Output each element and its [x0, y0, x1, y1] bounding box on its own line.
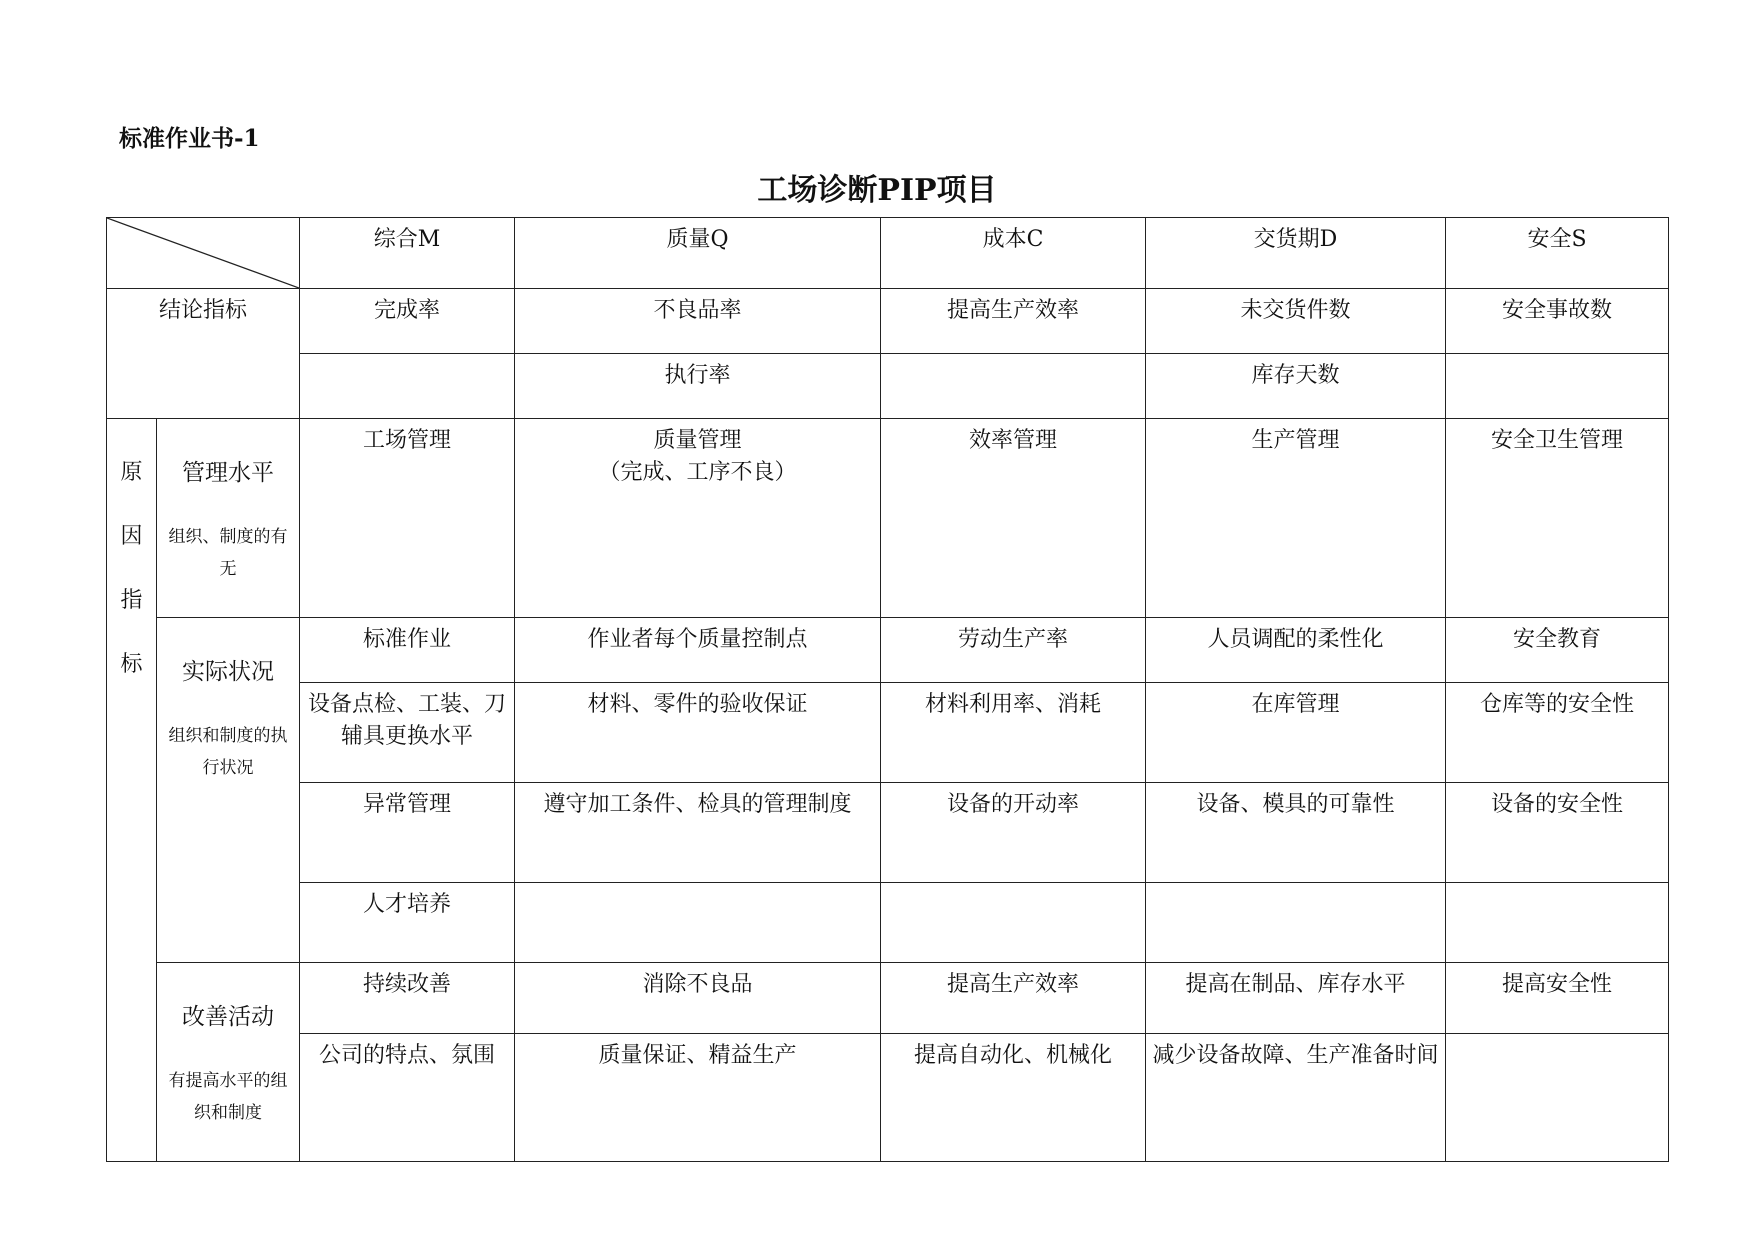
group-label-management: [157, 419, 300, 618]
table-cell: 异常管理: [300, 783, 515, 883]
group-subtitle: 有提高水平的组织和制度: [168, 1071, 288, 1123]
table-cell: 遵守加工条件、检具的管理制度: [515, 783, 881, 883]
table-cell: 提高在制品、库存水平: [1146, 963, 1446, 1034]
group-label-actual-status: [157, 618, 300, 963]
table-cell: 提高生产效率: [881, 289, 1146, 354]
group-title: 管理水平: [182, 460, 274, 486]
table-cell: [1446, 1034, 1669, 1162]
table-row: [107, 883, 1669, 963]
table-cell: 减少设备故障、生产准备时间: [1146, 1034, 1446, 1162]
column-header-q: 质量Q: [515, 218, 881, 289]
table-row: [107, 618, 1669, 683]
diagonal-line: [107, 218, 299, 288]
table-header-row: [107, 218, 1669, 289]
table-cell: 安全教育: [1446, 618, 1669, 683]
table-cell: 提高自动化、机械化: [881, 1034, 1146, 1162]
pip-table: [106, 217, 1669, 1162]
table-cell: 材料利用率、消耗: [881, 683, 1146, 783]
table-cell: 效率管理: [881, 419, 1146, 618]
table-row: [107, 963, 1669, 1034]
table-cell: 标准作业: [300, 618, 515, 683]
table-cell: 工场管理: [300, 419, 515, 618]
table-row: [107, 1034, 1669, 1162]
table-cell: 生产管理: [1146, 419, 1446, 618]
table-cell: 安全事故数: [1446, 289, 1669, 354]
table-cell: 执行率: [515, 354, 881, 419]
diagonal-corner-cell: [107, 218, 300, 289]
group-subtitle: 组织和制度的执行状况: [168, 726, 288, 778]
table-cell: [300, 354, 515, 419]
table-row: [107, 419, 1669, 618]
conclusion-label: 结论指标: [107, 289, 300, 419]
cause-indicator-label: [107, 419, 157, 1162]
table-cell: 仓库等的安全性: [1446, 683, 1669, 783]
table-cell: 材料、零件的验收保证: [515, 683, 881, 783]
table-cell: 安全卫生管理: [1446, 419, 1669, 618]
table-cell: 在库管理: [1146, 683, 1446, 783]
cause-label-char: 原: [120, 460, 143, 485]
table-cell: [1446, 354, 1669, 419]
table-cell: 库存天数: [1146, 354, 1446, 419]
table-cell: 不良品率: [515, 289, 881, 354]
table-cell: 公司的特点、氛围: [300, 1034, 515, 1162]
group-title: 改善活动: [182, 1004, 274, 1030]
table-cell: 人才培养: [300, 883, 515, 963]
table-cell: [881, 883, 1146, 963]
table-cell: 设备的开动率: [881, 783, 1146, 883]
table-cell: 提高安全性: [1446, 963, 1669, 1034]
table-cell: 作业者每个质量控制点: [515, 618, 881, 683]
document-label: 标准作业书-1: [119, 125, 260, 152]
column-header-d: 交货期D: [1146, 218, 1446, 289]
cause-label-char: 指: [120, 588, 143, 613]
table-cell: 设备点检、工装、刀辅具更换水平: [300, 683, 515, 783]
table-cell: 未交货件数: [1146, 289, 1446, 354]
table-cell: 提高生产效率: [881, 963, 1146, 1034]
cause-label-char: 因: [120, 524, 143, 549]
table-cell: 劳动生产率: [881, 618, 1146, 683]
table-row: [107, 289, 1669, 354]
column-header-m: 综合M: [300, 218, 515, 289]
group-label-improvement: [157, 963, 300, 1162]
document-title: 工场诊断PIP项目: [757, 173, 997, 208]
table-cell: [1446, 883, 1669, 963]
table-cell: 设备的安全性: [1446, 783, 1669, 883]
column-header-c: 成本C: [881, 218, 1146, 289]
table-cell: 质量保证、精益生产: [515, 1034, 881, 1162]
table-cell: 质量管理 （完成、工序不良）: [515, 419, 881, 618]
table-row: [107, 783, 1669, 883]
table-cell: [1146, 883, 1446, 963]
table-cell: 消除不良品: [515, 963, 881, 1034]
table-row: [107, 683, 1669, 783]
table-row: [107, 354, 1669, 419]
table-cell: 设备、模具的可靠性: [1146, 783, 1446, 883]
table-cell: 完成率: [300, 289, 515, 354]
table-cell: [515, 883, 881, 963]
group-title: 实际状况: [182, 659, 274, 685]
table-cell: [881, 354, 1146, 419]
cause-label-char: 标: [120, 652, 143, 677]
column-header-s: 安全S: [1446, 218, 1669, 289]
group-subtitle: 组织、制度的有无: [168, 527, 288, 579]
table-cell: 人员调配的柔性化: [1146, 618, 1446, 683]
table-cell: 持续改善: [300, 963, 515, 1034]
